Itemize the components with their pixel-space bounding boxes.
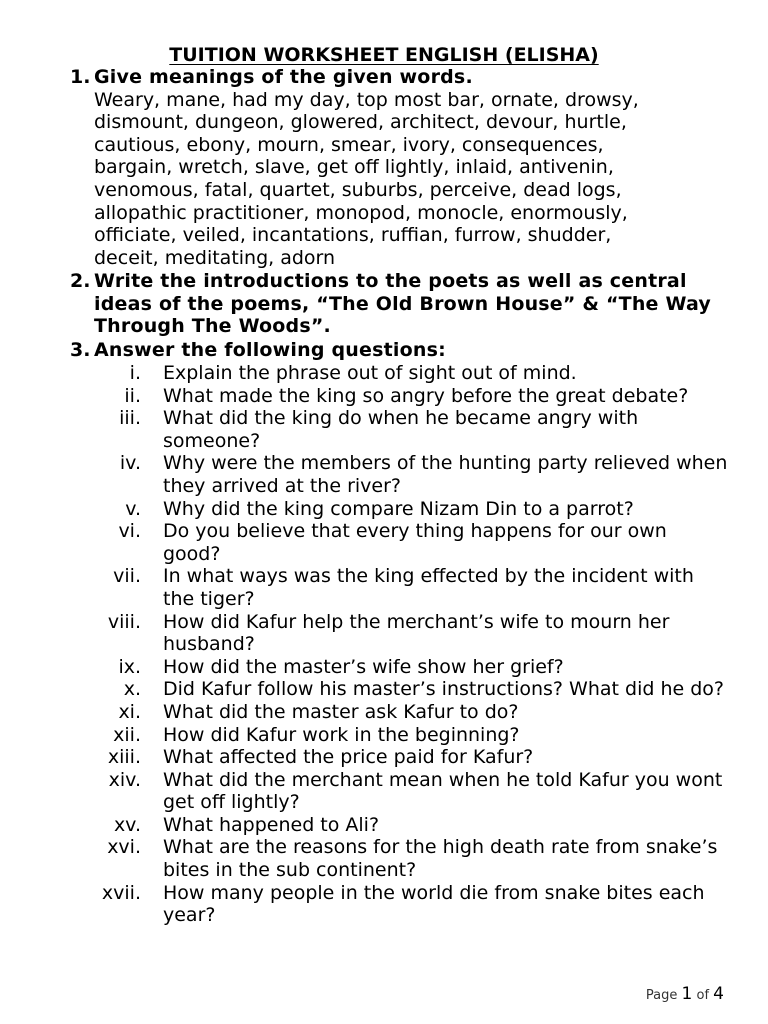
question-item [70, 611, 730, 656]
question-item [70, 836, 730, 881]
question-numeral: xii. [113, 723, 141, 746]
question-text: What made the king so angry before the great debate? [163, 384, 689, 407]
question-numeral: i. [129, 362, 141, 384]
question-item [70, 701, 730, 724]
question-item [70, 746, 730, 769]
section-2 [70, 270, 730, 338]
vocabulary-list [94, 89, 730, 270]
question-numeral: xiv. [108, 768, 141, 791]
question-numeral: ii. [124, 384, 141, 407]
question-numeral: ix. [118, 655, 141, 678]
section-1-heading: Give meanings of the given words. [94, 66, 473, 88]
question-text: What did the king do when he became angry with someone? [163, 407, 639, 452]
current-page-number: 1 [681, 984, 693, 1004]
question-item [70, 724, 730, 747]
question-item [70, 565, 730, 610]
question-text: How many people in the world die from snake bites each year? [163, 881, 705, 927]
question-text: In what ways was the king effected by the incident with the tiger? [163, 565, 694, 610]
vocabulary-line: Weary, mane, had my day, top most bar, ornate, drowsy, [94, 88, 639, 111]
vocabulary-line: officiate, veiled, incantations, ruffian, furrow, shudder, [94, 224, 612, 247]
section-2-number: 2. [70, 270, 91, 292]
question-numeral: xv. [113, 813, 141, 836]
vocabulary-line: cautious, ebony, mourn, smear, ivory, consequences, [94, 133, 604, 156]
question-item [70, 407, 730, 452]
question-numeral: xi. [118, 700, 141, 723]
questions-list [70, 362, 730, 927]
page-of-label: of [696, 988, 710, 1003]
question-item [70, 452, 730, 497]
total-page-count: 4 [713, 984, 724, 1004]
question-item [70, 769, 730, 814]
question-text: Did Kafur follow his master’s instructions? What did he do? [163, 678, 725, 701]
question-text: Why did the king compare Nizam Din to a parrot? [163, 497, 634, 520]
question-item [70, 656, 730, 679]
vocabulary-line: bargain, wretch, slave, get off lightly, inlaid, antivenin, [94, 156, 614, 179]
worksheet-title: TUITION WORKSHEET ENGLISH (ELISHA) [169, 44, 599, 66]
question-text: What affected the price paid for Kafur? [163, 746, 534, 769]
section-1 [70, 66, 730, 269]
question-item [70, 678, 730, 701]
section-2-heading: Write the introductions to the poets as well as central ideas of the poems, “The Old Brown House” & “The Way Through The Woods”. [94, 270, 711, 338]
question-numeral: iii. [119, 407, 141, 430]
question-item [70, 385, 730, 408]
section-1-number: 1. [70, 66, 91, 88]
question-text: What did the merchant mean when he told Kafur you wont get off lightly? [163, 768, 723, 814]
page-label: Page [645, 988, 678, 1003]
question-numeral: vi. [118, 520, 141, 543]
question-text: What did the master ask Kafur to do? [163, 700, 519, 723]
question-text: How did Kafur work in the beginning? [163, 723, 520, 746]
vocabulary-line: deceit, meditating, adorn [94, 246, 336, 269]
vocabulary-line: venomous, fatal, quartet, suburbs, perceive, dead logs, [94, 178, 622, 201]
question-numeral: vii. [113, 565, 141, 588]
question-item [70, 814, 730, 837]
question-numeral: iv. [119, 452, 141, 475]
question-item [70, 498, 730, 521]
question-text: What happened to Ali? [163, 813, 380, 836]
question-text: Explain the phrase out of sight out of mind. [163, 362, 577, 384]
question-numeral: v. [125, 497, 141, 520]
question-text: What are the reasons for the high death rate from snake’s bites in the sub continent? [163, 836, 718, 882]
vocabulary-line: dismount, dungeon, glowered, architect, devour, hurtle, [94, 111, 627, 134]
question-text: How did Kafur help the merchant’s wife to mourn her husband? [163, 610, 670, 656]
section-3-number: 3. [70, 339, 91, 361]
question-text: How did the master’s wife show her grief? [163, 655, 564, 678]
question-numeral: xvi. [107, 836, 141, 859]
question-numeral: xvii. [101, 881, 141, 904]
vocabulary-line: allopathic practitioner, monopod, monocle, enormously, [94, 201, 628, 224]
question-numeral: xiii. [107, 746, 141, 769]
question-item [70, 520, 730, 565]
question-item [70, 362, 730, 385]
question-text: Why were the members of the hunting party relieved when they arrived at the river? [163, 452, 728, 497]
section-3-heading: Answer the following questions: [94, 339, 446, 361]
page-footer [646, 984, 724, 1004]
question-text: Do you believe that every thing happens for our own good? [163, 520, 667, 565]
question-item [70, 882, 730, 927]
question-numeral: viii. [107, 610, 141, 633]
section-3 [70, 339, 730, 362]
question-numeral: x. [123, 678, 141, 701]
